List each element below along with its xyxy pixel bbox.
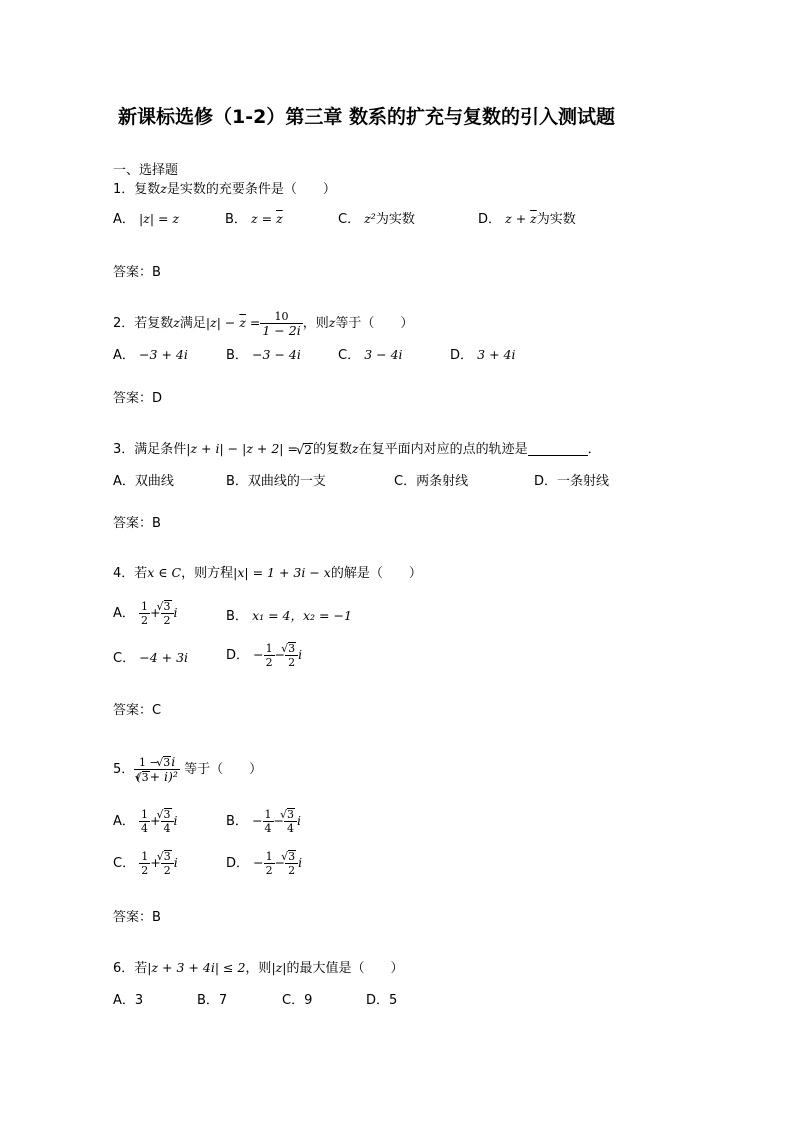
q1-var: z [160,181,167,197]
q4-option-d [226,642,302,669]
fraction-numerator: √ 3 [164,808,172,821]
option-math: x₁ = 4，x₂ = −1 [252,608,352,624]
q4-answer: 答案：C [113,703,162,718]
q1-stem-b: 是实数的充要条件是（ ） [166,182,336,197]
option-label: C． [113,856,136,871]
q3-var: z [352,441,359,457]
fraction-denominator: 2 [265,656,273,669]
q5-option-b [226,808,301,835]
imag-unit: i [298,647,303,663]
q2-stem-b: 满足 [179,316,206,331]
option-label: C． [338,348,361,363]
fraction [139,808,150,835]
q6-option-a: A．3 [113,993,144,1008]
fraction [285,642,298,669]
q2-stem-a: 2．若复数 [113,316,174,331]
fraction [139,850,150,877]
operator: − [252,813,263,829]
option-label: B． [226,609,248,624]
q3-blank [528,443,588,456]
fraction-numerator: 1 [141,600,149,613]
operator: − [253,855,264,871]
q1-option-c [338,213,415,226]
fraction-numerator: √ 3 [164,600,172,613]
q1-option-a [113,213,179,226]
question-6-stem [113,962,403,975]
fraction-numerator: 1 [265,850,273,863]
q5-answer: 答案：B [113,910,161,925]
q3-option-c: C．两条射线 [394,474,469,489]
option-label: D． [226,856,250,871]
q4-option-b [226,610,352,623]
q1-option-b [225,213,283,226]
fraction-denominator: 2 [285,655,298,669]
fraction-numerator [134,755,180,769]
q3-stem-c: 在复平面内对应的点的轨迹是 [358,442,528,457]
q2-var2: z [328,315,336,331]
q3-option-b: B．双曲线的一支 [226,474,326,489]
q2-option-b [226,349,301,362]
option-text: 为实数 [375,212,415,227]
q5-stem-b: 等于（ ） [184,762,263,777]
numerator-part: 1 − [138,756,159,769]
imag-unit: i [297,813,302,829]
q6-stem-c: 的最大值是（ ） [286,961,404,976]
q5-fraction [134,755,180,784]
q1-stem-a: 1．复数 [113,182,161,197]
option-label: A． [113,348,135,363]
denominator-part: + i)² [149,769,178,784]
question-4-stem [113,567,422,580]
fraction [161,808,174,835]
q5-option-c [113,850,178,877]
fraction [161,600,174,627]
imag-unit: i [173,855,178,871]
denominator-part: ( [136,771,141,784]
fraction [284,808,297,835]
fraction-numerator: 1 [141,808,149,821]
fraction-denominator: 2 [285,863,298,877]
option-label: D． [226,648,250,663]
q2-option-c [338,349,403,362]
page-title: 新课标选修（1-2）第三章 数系的扩充与复数的引入测试题 [118,106,615,128]
q4-option-a [113,600,178,627]
q1-answer: 答案：B [113,265,161,280]
fraction-denominator: 2 [161,613,174,627]
q3-option-d: D．一条射线 [534,474,610,489]
numerator-imag: i [171,754,176,769]
fraction-denominator: 4 [141,822,149,835]
question-3-stem [113,443,601,456]
fraction-numerator: √ 3 [164,850,172,863]
fraction-numerator: 1 [141,850,149,863]
operator: − [274,855,286,871]
option-math: −4 + 3i [139,650,189,666]
fraction [161,850,174,877]
q6-option-d: D．5 [366,993,398,1008]
fraction [264,850,275,877]
fraction-denominator: 4 [161,821,174,835]
q6-stem-a: 6．若 [113,961,148,976]
q3-math: |z + i| − |z + 2| = [186,441,298,457]
q6-option-b: B．7 [197,993,228,1008]
q2-var: z [173,315,180,331]
imag-unit: i [298,855,303,871]
option-label: D． [478,212,502,227]
q3-sqrt: √ 2 [303,443,313,456]
operator: + [150,605,161,621]
fraction-denominator: 4 [284,821,297,835]
fraction-numerator: 1 [264,808,272,821]
fraction-denominator: 2 [141,864,149,877]
numerator-sqrt: √ 3 [163,756,171,769]
fraction-numerator: √ 3 [287,808,295,821]
fraction [264,642,275,669]
operator: − [273,813,285,829]
operator: + [150,855,161,871]
option-label: B． [225,212,247,227]
q2-math: $|z| - \overline{z}$ = [205,315,261,331]
q4-math2: |x| = 1 + 3i − x [233,565,331,581]
q4-stem-c: 的解是（ ） [330,566,422,581]
fraction-denominator: 2 [141,614,149,627]
option-math: $z = \overline{z}$ [251,211,283,227]
denominator-sqrt: √ 3 [142,771,150,784]
q3-answer: 答案：B [113,516,161,531]
question-2-stem [113,310,413,337]
q2-stem-d: 等于（ ） [335,316,414,331]
operator: + [150,813,161,829]
option-math: $z + \overline{z}$ [505,211,537,227]
option-math: z² [364,211,376,227]
question-1-stem [113,183,336,196]
option-label: A． [113,814,135,829]
q4-option-c [113,652,188,665]
question-5-stem [113,755,262,784]
q4-math: x ∈ C [147,565,182,581]
option-math: 3 + 4i [477,347,516,363]
option-text: 为实数 [536,212,576,227]
q6-math: |z + 3 + 4i| ≤ 2 [147,960,246,976]
q3-stem-a: 3．满足条件 [113,442,187,457]
option-label: A． [113,606,135,621]
fraction [139,600,150,627]
q5-stem-a: 5． [113,762,135,777]
option-label: B． [226,348,248,363]
q4-stem-b: ，则方程 [181,566,234,581]
q3-stem-end: ． [587,442,601,457]
option-math: −3 + 4i [139,347,188,363]
q1-option-d [478,213,576,226]
q6-stem-b: ，则 [245,961,272,976]
operator: − [253,647,264,663]
q3-option-a: A．双曲线 [113,474,174,489]
fraction [285,850,298,877]
option-label: C． [113,651,136,666]
option-math: −3 − 4i [252,347,301,363]
fraction-denominator: 4 [264,822,272,835]
q2-option-a [113,349,188,362]
imag-unit: i [173,605,178,621]
fraction-numerator: 1 [265,642,273,655]
section-heading: 一、选择题 [113,163,179,178]
imag-unit: i [173,813,178,829]
q2-option-d [450,349,515,362]
q4-stem-a: 4．若 [113,566,148,581]
operator: − [274,647,286,663]
option-label: A． [113,212,135,227]
fraction-denominator [134,769,180,784]
option-label: C． [338,212,361,227]
fraction-numerator: √ 3 [288,642,296,655]
q6-option-c: C．9 [282,993,313,1008]
option-math: 3 − 4i [364,347,403,363]
fraction-numerator: 10 [274,310,289,323]
fraction-denominator: 2 [265,864,273,877]
q2-fraction [260,310,302,337]
q3-stem-b: 的复数 [313,442,353,457]
q5-option-a [113,808,178,835]
option-math: |z| = z [139,211,180,227]
fraction-numerator: √ 3 [288,850,296,863]
option-label: B． [226,814,248,829]
option-label: D． [450,348,474,363]
fraction-denominator: 1 − 2i [262,323,301,338]
q2-stem-c: ，则 [302,316,329,331]
q5-option-d [226,850,302,877]
fraction [263,808,274,835]
q2-answer: 答案：D [113,391,163,406]
q6-math2: |z| [271,960,287,976]
fraction-denominator: 2 [161,863,174,877]
